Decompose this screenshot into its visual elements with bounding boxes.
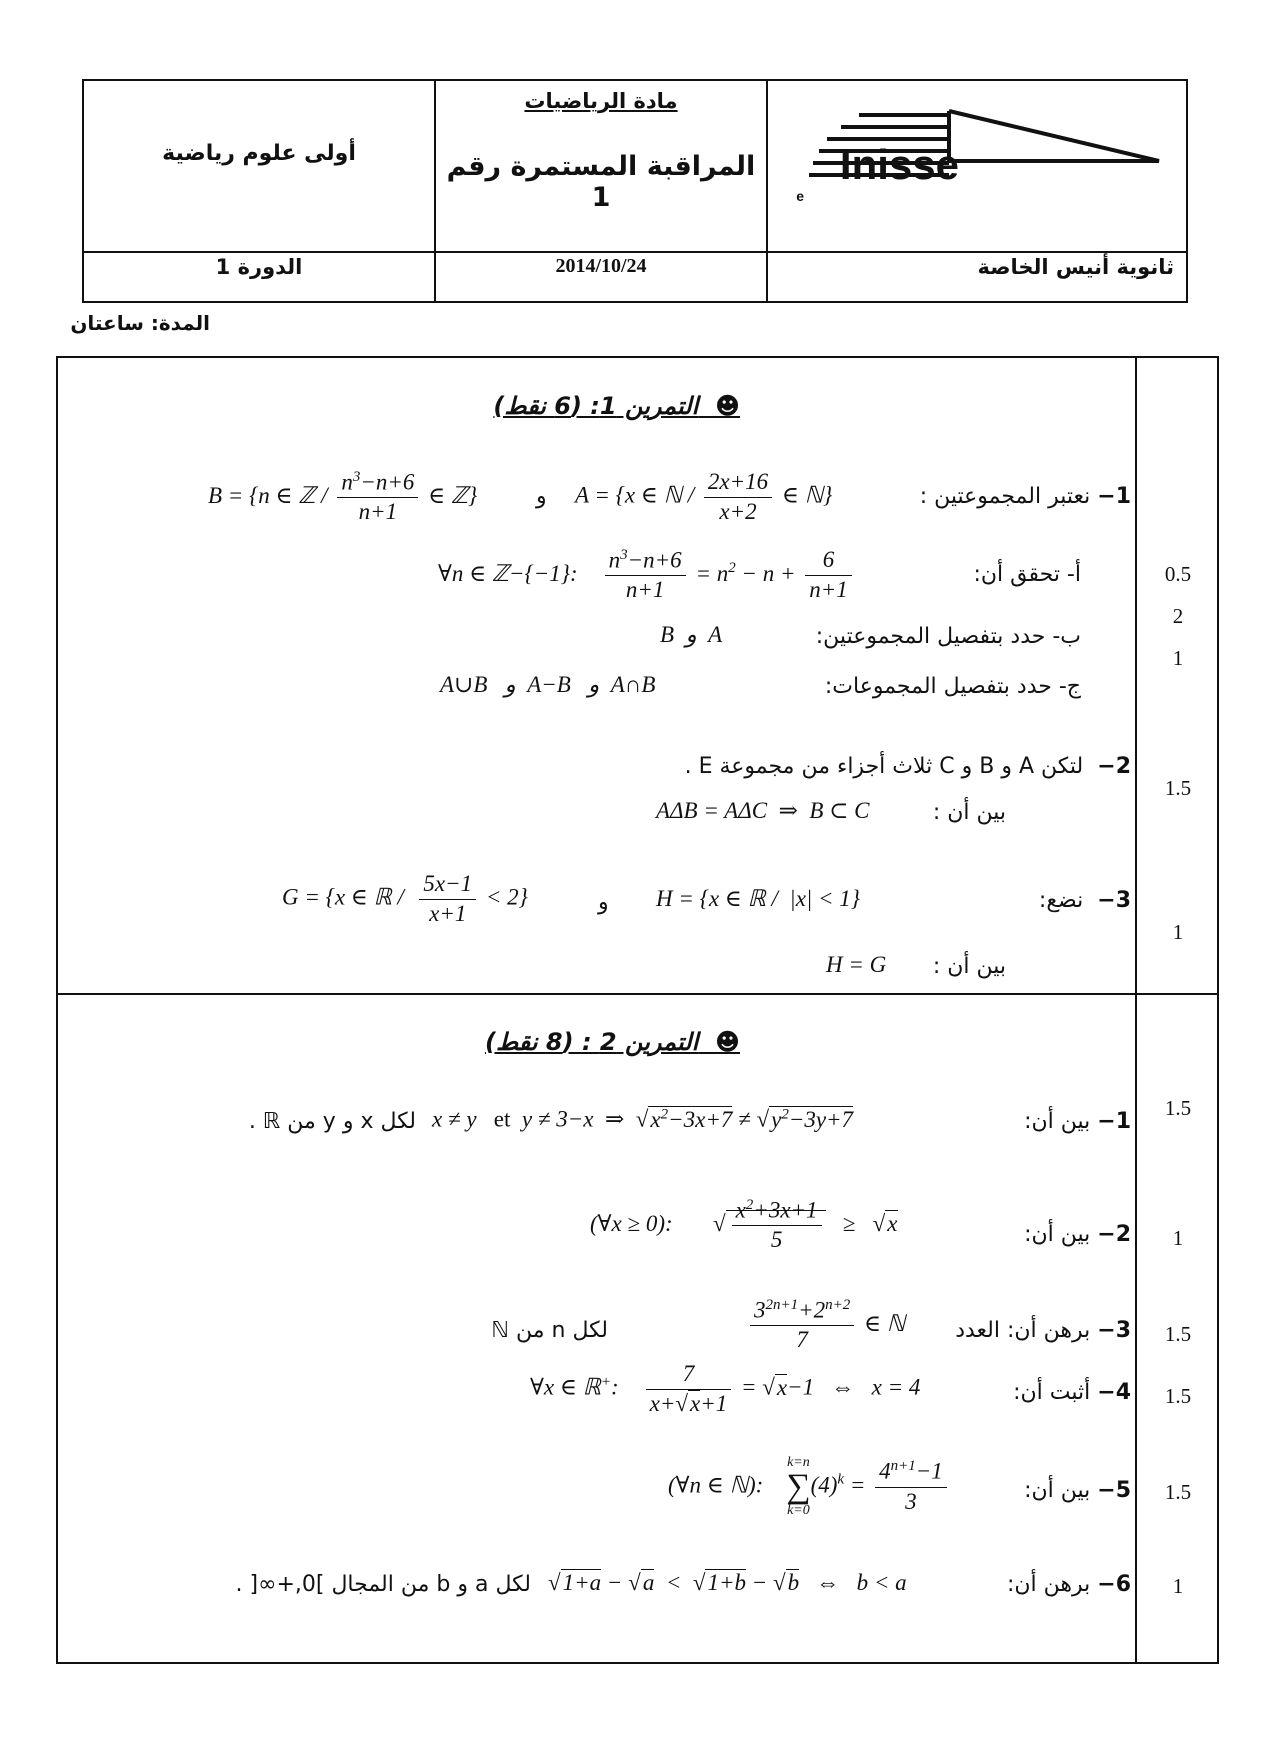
logo-text: Inisse [839, 141, 959, 188]
ex2-q1-label: 1− بين أن: [1024, 1109, 1131, 1134]
score-ex2-q2: 1 [1172, 1226, 1184, 1250]
level: أولى علوم رياضية [162, 141, 356, 166]
ex1-q2-implication: AΔB = AΔC ⇒ B ⊂ C [656, 798, 870, 823]
ex2-q1-tail: لكل x و y من ℝ . [248, 1109, 416, 1134]
ex2-q4-label: 4− أثبت أن: [1013, 1380, 1131, 1405]
ex2-q2-label: 2− بين أن: [1024, 1222, 1131, 1247]
and-word: و [536, 484, 547, 509]
ex2-q1-statement: x ≠ y et y ≠ 3−x ⇒ $√x^2-3x+7 \ne √y^2-3y+7$ [432, 1106, 854, 1132]
score-ex1-q1b: 2 [1172, 604, 1184, 628]
ex1-q1a-identity: ∀n ∈ ℤ−{−1}: $\frac{n^3-n+6}{n+1}$ = $n^2 - n$ + $\frac{6}{n+1}$ [438, 546, 856, 605]
set-A-definition: A = {x ∈ ℕ / $\frac{2x+16}{x+2}$ ∈ ℕ} [575, 468, 832, 527]
ex1-q2-text: 2− لتكن A و B و C ثلاث أجزاء من مجموعة E . [684, 754, 1131, 779]
score-ex1-q3: 1 [1172, 920, 1184, 944]
ex1-q3-label: 3− نضع: [1038, 888, 1131, 913]
ex1-q1-label: 1− نعتبر المجموعتين : [919, 484, 1131, 509]
ex2-q3-number: $\frac{3^{2n+1}+2^{n+2}}{7}$ ∈ ℕ [746, 1296, 905, 1355]
score-ex2-q6: 1 [1172, 1574, 1184, 1598]
score-ex2-q5: 1.5 [1164, 1480, 1192, 1504]
score-ex1-q2: 1.5 [1164, 776, 1192, 800]
ex2-q3-label: 3− برهن أن: العدد [955, 1318, 1131, 1343]
score-ex2-q3: 1.5 [1164, 1322, 1192, 1346]
ex1-q3-equality: H = G [826, 952, 887, 977]
ex1-q3-prove-label: بين أن : [932, 954, 1006, 979]
ex2-q3-tail: لكل n من ℕ [491, 1318, 608, 1343]
logo-subtext: e [796, 188, 819, 204]
ex1-q1a-label: أ- تحقق أن: [973, 562, 1081, 587]
set-B-definition: B = {n ∈ ℤ / $\frac{n^3-n+6}{n+1}$ ∈ ℤ} [208, 468, 477, 527]
ex1-q1b-label: ب- حدد بتفصيل المجموعتين: [815, 624, 1081, 649]
score-ex2-q1: 1.5 [1164, 1096, 1192, 1120]
score-ex1-q1a: 0.5 [1164, 562, 1192, 586]
score-ex1-q1c: 1 [1172, 646, 1184, 670]
ex2-q2-inequality: (∀x ≥ 0): √ $\frac{x^2+3x+1}{5}$ ≥ √x [590, 1196, 898, 1255]
exam-date: 2014/10/24 [555, 255, 647, 277]
set-H-definition: H = {x ∈ ℝ / |x| < 1} [656, 886, 860, 911]
ex1-q2-prove-label: بين أن : [932, 800, 1006, 825]
ex2-q5-label: 5− بين أن: [1024, 1478, 1131, 1503]
ex2-q5-sum: (∀n ∈ ℕ): k=n ∑ $k=0(4)^k$ = $\frac{4^{n+1}-1}{3}$ [668, 1456, 951, 1518]
exercise-2-title: ☻ التمرين 2 : (8 نقط) [484, 1028, 740, 1056]
ex2-q6-equivalence: √1+a − √a < √1+b − √b ⇔ b < a [548, 1570, 907, 1595]
ex2-q4-equivalence: ∀x ∈ ℝ+: $\frac{7}{x+√x+1}$ = √x−1 ⇔ x = 4 [530, 1360, 920, 1419]
ex1-q1c-label: ج- حدد بتفصيل المجموعات: [824, 674, 1081, 699]
ex1-q1b-sets: B و A [660, 622, 723, 647]
school-name: ثانوية أنيس الخاصة [977, 255, 1174, 279]
school-logo [774, 101, 1184, 241]
session: الدورة 1 [215, 255, 303, 279]
ex2-q6-label: 6− برهن أن: [1006, 1572, 1131, 1597]
ex1-q1c-sets: A∪B و A−B و A∩B [440, 672, 656, 697]
exam-title: المراقبة المستمرة رقم 1 [446, 151, 756, 213]
header-table [82, 79, 1188, 303]
set-G-definition: G = {x ∈ ℝ / $\frac{5x-1}{x+1}$ < 2} [282, 870, 528, 929]
subject: مادة الرياضيات [524, 89, 678, 113]
and-word: و [598, 890, 609, 915]
duration: المدة: ساعتان [70, 311, 210, 335]
score-ex2-q4: 1.5 [1164, 1384, 1192, 1408]
ex2-q6-tail: لكل a و b من المجال ]0,+∞[ . [235, 1572, 531, 1597]
exercise-1-title: ☻ التمرين 1: (6 نقط) [493, 392, 740, 420]
